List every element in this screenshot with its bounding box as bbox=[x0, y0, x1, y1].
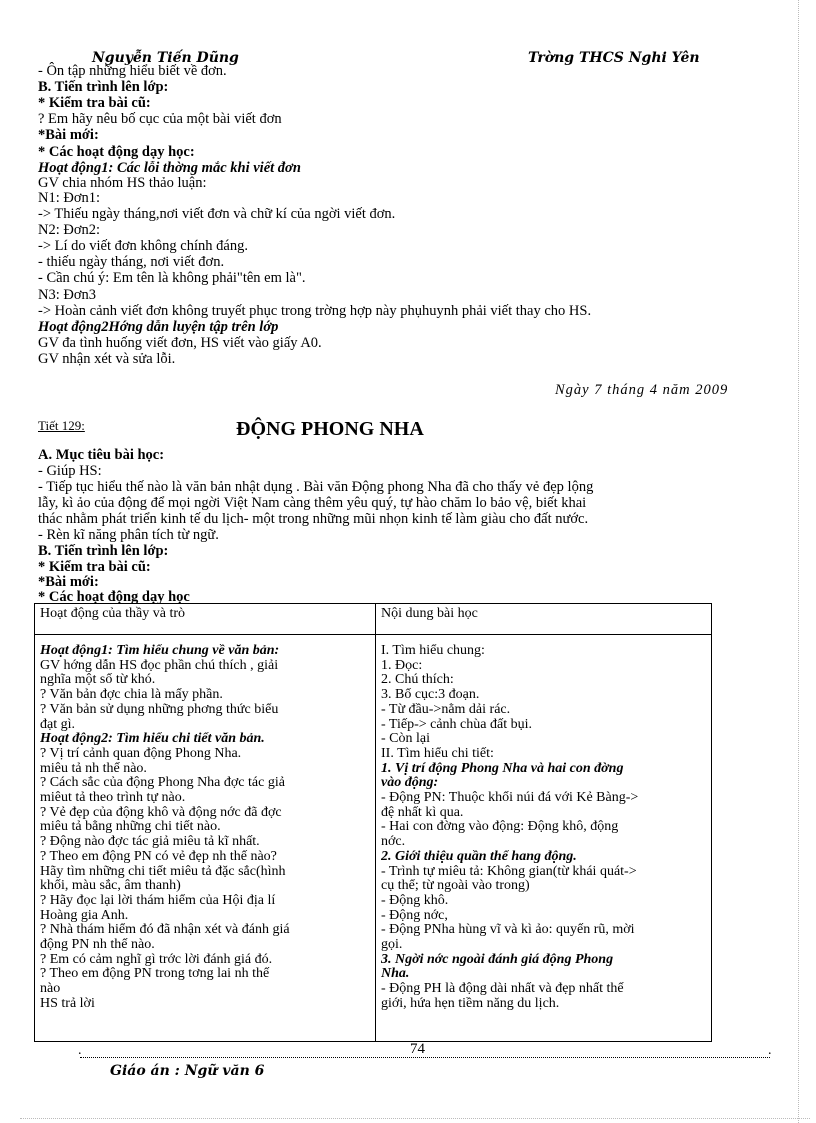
content-heading: 1. Vị trí động Phong Nha và hai con đờng bbox=[381, 761, 624, 776]
text-line: thác nhằm phát triển kinh tế du lịch- một trong những mũi nhọn kinh tế làm giàu cho đất nước. bbox=[38, 511, 589, 527]
cell-line: ? Vẻ đẹp của động khô và động nớc đã đợc bbox=[40, 805, 282, 820]
cell-line: - Từ đầu->nằm dải rác. bbox=[381, 702, 511, 717]
activity-heading: Hoạt động2: Tìm hiểu chi tiết văn bản. bbox=[40, 732, 265, 747]
section-heading: *Bài mới: bbox=[38, 574, 99, 590]
table-header-activities: Hoạt động của thầy và trò bbox=[35, 604, 376, 635]
footer-subject: Giáo án : Ngữ văn 6 bbox=[110, 1063, 265, 1079]
page-bottom-line bbox=[20, 1118, 810, 1119]
cell-line: II. Tìm hiểu chi tiết: bbox=[381, 746, 494, 761]
text-line: N3: Đơn3 bbox=[38, 287, 97, 303]
cell-line: - Động nớc, bbox=[381, 908, 448, 923]
lesson-table bbox=[34, 603, 712, 1042]
cell-line: giới, hứa hẹn tiềm năng du lịch. bbox=[381, 996, 560, 1011]
cell-line: - Động PNha hùng vĩ và kì ảo: quyến rũ, mời bbox=[381, 923, 635, 938]
header-school: Trờng THCS Nghi Yên bbox=[528, 50, 700, 66]
content-heading: Nha. bbox=[381, 967, 410, 982]
activity-heading: Hoạt động1: Các lỗi thờng mắc khi viết đơn bbox=[38, 160, 301, 176]
cell-line: ? Nhà thám hiểm đó đã nhận xét và đánh giá bbox=[40, 923, 290, 938]
cell-line: ? Em có cảm nghĩ gì trớc lời đánh giá đó. bbox=[40, 952, 273, 967]
table-header-content: Nội dung bài học bbox=[376, 604, 712, 635]
lesson-number: Tiết 129: bbox=[38, 418, 85, 433]
cell-line: ? Văn bản đợc chia là mấy phần. bbox=[40, 688, 223, 703]
text-line: GV nhận xét và sửa lỗi. bbox=[38, 351, 176, 367]
cell-line: nào bbox=[40, 982, 61, 997]
cell-line: - Động PN: Thuộc khối núi đá với Kẻ Bàng-> bbox=[381, 791, 639, 806]
section-heading: * Các hoạt động dạy học: bbox=[38, 144, 195, 160]
table-row bbox=[35, 635, 712, 1042]
activities-cell bbox=[35, 635, 376, 1042]
section-heading: A. Mục tiêu bài học: bbox=[38, 447, 165, 463]
text-line: - Rèn kĩ năng phân tích từ ngữ. bbox=[38, 527, 219, 543]
header-author: Nguyễn Tiến Dũng bbox=[92, 50, 239, 66]
cell-line: Hãy tìm những chi tiết miêu tả đặc sắc(hình bbox=[40, 864, 286, 879]
content-cell bbox=[376, 635, 712, 1042]
section-heading: B. Tiến trình lên lớp: bbox=[38, 543, 169, 559]
text-line: - thiếu ngày tháng, nơi viết đơn. bbox=[38, 254, 225, 270]
text-line: - Giúp HS: bbox=[38, 463, 102, 479]
text-line: -> Lí do viết đơn không chính đáng. bbox=[38, 238, 248, 254]
text-line: lẫy, kì ảo của động để mọi ngời Việt Nam càng thêm yêu quý, tự hào chăm lo bảo vệ, biết khai bbox=[38, 495, 587, 511]
cell-line: đạt gì. bbox=[40, 717, 75, 732]
cell-line: đệ nhất kì qua. bbox=[381, 805, 464, 820]
cell-line: I. Tìm hiểu chung: bbox=[381, 644, 485, 658]
lesson-title: ĐỘNG PHONG NHA bbox=[236, 418, 424, 440]
content-heading: 3. Ngời nớc ngoài đánh giá động Phong bbox=[381, 952, 614, 967]
text-line: - Cần chú ý: Em tên là không phải"tên em là". bbox=[38, 270, 306, 286]
cell-line: ? Động nào đợc tác giả miêu tả kĩ nhất. bbox=[40, 835, 260, 850]
cell-line: gọi. bbox=[381, 938, 403, 953]
section-heading: * Kiểm tra bài cũ: bbox=[38, 95, 151, 111]
cell-line: nớc. bbox=[381, 835, 406, 850]
activity-heading: Hoạt động2Hớng dẫn luyện tập trên lớp bbox=[38, 319, 279, 335]
footer-right-dot: . bbox=[768, 1043, 772, 1058]
cell-line: - Tiếp-> cảnh chùa đất bụi. bbox=[381, 717, 532, 732]
text-line: GV đa tình huống viết đơn, HS viết vào giấy A0. bbox=[38, 335, 322, 351]
cell-line: động PN nh thế nào. bbox=[40, 938, 155, 953]
table-header-row bbox=[35, 604, 712, 635]
cell-line: HS trả lời bbox=[40, 996, 95, 1011]
cell-line: khối, màu sắc, âm thanh) bbox=[40, 879, 181, 894]
content-heading: 2. Giới thiệu quần thể hang động. bbox=[381, 849, 577, 864]
section-heading: * Kiểm tra bài cũ: bbox=[38, 559, 151, 575]
cell-line: ? Vị trí cảnh quan động Phong Nha. bbox=[40, 746, 242, 761]
cell-line: 1. Đọc: bbox=[381, 658, 423, 673]
text-line: GV chia nhóm HS thảo luận: bbox=[38, 175, 207, 191]
footer-divider bbox=[80, 1057, 770, 1058]
cell-line: - Động khô. bbox=[381, 893, 449, 908]
lesson-date: Ngày 7 tháng 4 năm 2009 bbox=[555, 382, 729, 398]
page-number: 74 bbox=[410, 1041, 425, 1057]
cell-line: miêut tả theo trình tự nào. bbox=[40, 791, 186, 806]
footer-left-dot: . bbox=[78, 1043, 82, 1058]
cell-line: 3. Bố cục:3 đoạn. bbox=[381, 688, 480, 703]
cell-line: ? Theo em động PN có vẻ đẹp nh thế nào? bbox=[40, 849, 277, 864]
cell-line: - Còn lại bbox=[381, 732, 430, 747]
section-heading: * Các hoạt động dạy học bbox=[38, 589, 190, 605]
cell-line: GV hớng dẫn HS đọc phần chú thích , giải bbox=[40, 658, 279, 673]
content-heading: vào động: bbox=[381, 776, 439, 791]
cell-line: - Động PH là động dài nhất và đẹp nhất thế bbox=[381, 982, 624, 997]
text-line: N1: Đơn1: bbox=[38, 190, 101, 206]
section-heading: *Bài mới: bbox=[38, 127, 99, 143]
cell-line: ? Cách sắc của động Phong Nha đợc tác giả bbox=[40, 776, 285, 791]
cell-line: cụ thể; từ ngoài vào trong) bbox=[381, 879, 530, 894]
cell-line: ? Theo em động PN trong tơng lai nh thế bbox=[40, 967, 270, 982]
cell-line: miêu tả nh thế nào. bbox=[40, 761, 147, 776]
text-line: -> Thiếu ngày tháng,nơi viết đơn và chữ kí của ngời viết đơn. bbox=[38, 206, 396, 222]
cell-line: nghĩa một số từ khó. bbox=[40, 673, 156, 688]
text-line: - Tiếp tục hiểu thế nào là văn bản nhật dụng . Bài văn Động phong Nha đã cho thấy vẻ đẹp lộng bbox=[38, 479, 594, 495]
cell-line: - Hai con đờng vào động: Động khô, động bbox=[381, 820, 619, 835]
cell-line: ? Văn bản sử dụng những phơng thức biểu bbox=[40, 702, 279, 717]
cell-line: - Trình tự miêu tả: Không gian(từ khái quát-> bbox=[381, 864, 637, 879]
cell-line: 2. Chú thích: bbox=[381, 673, 454, 688]
text-line: N2: Đơn2: bbox=[38, 222, 101, 238]
page-margin-line bbox=[798, 0, 799, 1123]
cell-line: ? Hãy đọc lại lời thám hiểm của Hội địa lí bbox=[40, 893, 276, 908]
text-line: ? Em hãy nêu bố cục của một bài viết đơn bbox=[38, 111, 282, 127]
text-line: -> Hoàn cảnh viết đơn không truyết phục trong trờng hợp này phụhuynh phải viết thay cho HS. bbox=[38, 303, 592, 319]
text-line: - Ôn tập những hiểu biết về đơn. bbox=[38, 63, 227, 79]
activity-heading: Hoạt động1: Tìm hiểu chung về văn bản: bbox=[40, 644, 280, 658]
cell-line: miêu tả bằng những chi tiết nào. bbox=[40, 820, 221, 835]
section-heading: B. Tiến trình lên lớp: bbox=[38, 79, 169, 95]
cell-line: Hoàng gia Anh. bbox=[40, 908, 129, 923]
